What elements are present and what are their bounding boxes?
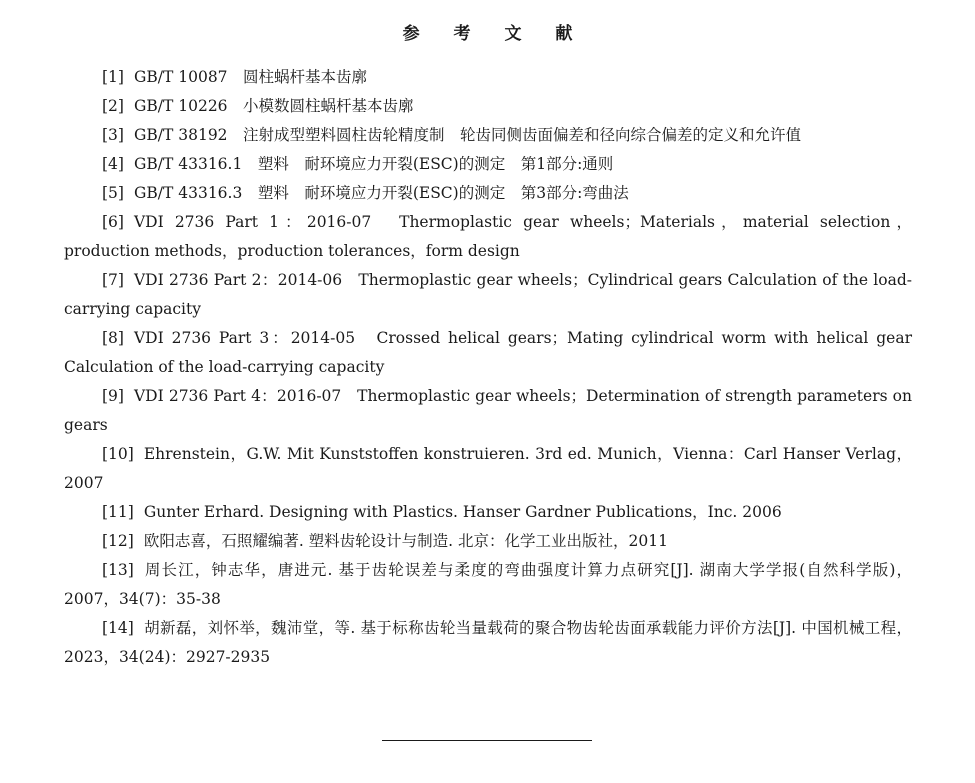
reference-text: Ehrenstein，G.W. Mit Kunststoffen konstruieren. 3rd ed. Munich，Vienna：Carl Hanser Verlag，2007 [64,445,912,492]
reference-item [64,527,912,556]
reference-text: 欧阳志喜，石照耀编著. 塑料齿轮设计与制造. 北京：化学工业出版社，2011 [143,532,668,550]
reference-item [64,63,912,92]
reference-item [64,556,912,614]
reference-number: [10] [102,445,134,463]
reference-item [64,498,912,527]
reference-text: VDI 2736 Part 2：2014-06 Thermoplastic gear wheels；Cylindrical gears Calculation of the load-carrying capacity [64,271,912,318]
reference-list [64,63,912,672]
reference-item [64,266,912,324]
reference-item [64,382,912,440]
reference-number: [14] [102,619,134,637]
reference-text: 周长江，钟志华，唐进元. 基于齿轮误差与柔度的弯曲强度计算力点研究[J]. 湖南大学学报(自然科学版)，2007，34(7)：35-38 [64,561,912,608]
end-rule [382,740,592,741]
reference-number: [11] [102,503,134,521]
reference-number: [8] [102,329,124,347]
reference-number: [13] [102,561,134,579]
reference-number: [4] [102,155,124,173]
reference-text: VDI 2736 Part 3：2014-05 Crossed helical gears；Mating cylindrical worm with helical gear Calculation of the load-carrying capacity [64,329,912,376]
reference-number: [3] [102,126,124,144]
reference-item [64,121,912,150]
reference-text: GB/T 10226 小模数圆柱蜗杆基本齿廓 [133,97,414,115]
reference-number: [6] [102,213,124,231]
reference-item [64,324,912,382]
reference-number: [1] [102,68,124,86]
reference-text: GB/T 43316.1 塑料 耐环境应力开裂(ESC)的测定 第1部分:通则 [133,155,614,173]
reference-number: [12] [102,532,134,550]
reference-text: 胡新磊，刘怀举，魏沛堂，等. 基于标称齿轮当量载荷的聚合物齿轮齿面承载能力评价方法[J]. 中国机械工程，2023，34(24)：2927-2935 [64,619,912,666]
reference-item [64,92,912,121]
reference-text: VDI 2736 Part 1：2016-07 Thermoplastic gear wheels；Materials，material selection，production methods，production tolerances，form design [64,213,912,260]
section-heading: 参 考 文 献 [402,24,587,44]
reference-text: GB/T 38192 注射成型塑料圆柱齿轮精度制 轮齿同侧齿面偏差和径向综合偏差的定义和允许值 [133,126,802,144]
reference-item [64,179,912,208]
reference-item [64,614,912,672]
reference-number: [2] [102,97,124,115]
reference-text: GB/T 10087 圆柱蜗杆基本齿廓 [133,68,368,86]
reference-number: [7] [102,271,124,289]
reference-item [64,150,912,179]
reference-text: Gunter Erhard. Designing with Plastics. Hanser Gardner Publications，Inc. 2006 [143,503,782,521]
reference-item [64,440,912,498]
reference-number: [5] [102,184,124,202]
reference-text: GB/T 43316.3 塑料 耐环境应力开裂(ESC)的测定 第3部分:弯曲法 [133,184,629,202]
reference-text: VDI 2736 Part 4：2016-07 Thermoplastic gear wheels；Determination of strength parameters on gears [64,387,912,434]
reference-number: [9] [102,387,124,405]
reference-item [64,208,912,266]
